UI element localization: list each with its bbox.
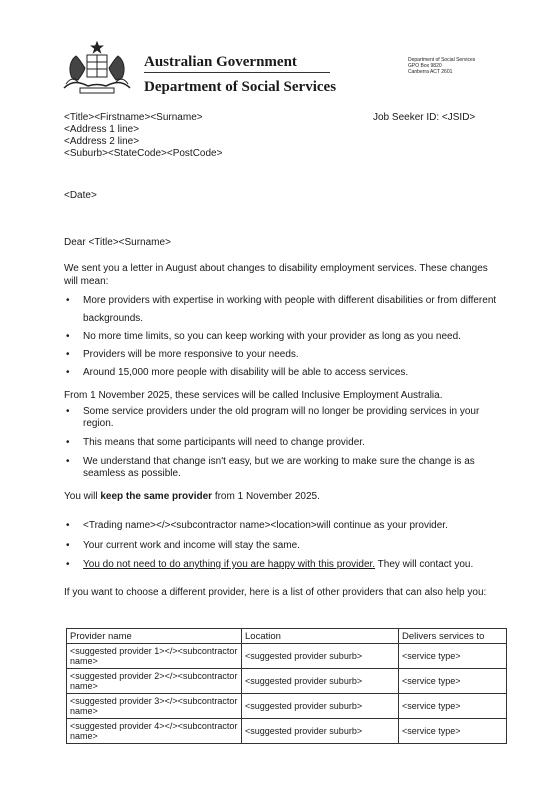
letter-date: <Date> [64,190,97,201]
service-cell: <service type> [399,694,507,719]
list-item: • No more time limits, so you can keep working with your provider as long as you need. [64,328,504,346]
service-cell: <service type> [399,669,507,694]
provider-name-cell: <suggested provider 1></><subcontractor name> [67,644,242,669]
column-header: Provider name [67,629,242,644]
intro-paragraph: We sent you a letter in August about changes to disability employment services. These changes will mean: [64,263,488,287]
location-cell: <suggested provider suburb> [242,669,399,694]
keep-provider-prefix: You will [64,491,101,502]
provider-name-cell: <suggested provider 2></><subcontractor name> [67,669,242,694]
service-cell: <service type> [399,719,507,744]
provider-name-cell: <suggested provider 3></><subcontractor name> [67,694,242,719]
keep-provider-paragraph [64,490,504,503]
column-header: Location [242,629,399,644]
list-item: • Some service providers under the old program will no longer be providing services in your region. [64,406,504,430]
choose-provider-paragraph: If you want to choose a different provider, here is a list of other providers that can also help you: [64,587,487,598]
address-line-2: <Address 2 line> [64,136,140,147]
recipient-address [64,112,222,160]
column-header: Delivers services to [399,629,507,644]
table-row [67,694,507,719]
notes-list [64,406,504,480]
no-action-underlined: You do not need to do anything if you are happy with this provider. [83,559,376,570]
department-address [408,57,475,75]
list-item [64,555,504,575]
changes-list [64,292,504,382]
table-row [67,669,507,694]
government-title: Australian Government [144,54,297,70]
greeting: Dear <Title><Surname> [64,237,171,248]
list-item: • Providers will be more responsive to your needs. [64,346,504,364]
department-title: Department of Social Services [144,79,337,95]
list-item: • We understand that change isn't easy, but we are working to make sure the change is as seamless as possible. [64,456,504,480]
list-item: • More providers with expertise in working with people with different disabilities or from different backgrounds. [64,292,504,328]
suburb-line: <Suburb><StateCode><PostCode> [64,148,223,159]
list-item: • Around 15,000 more people with disability will be able to access services. [64,364,504,382]
no-action-rest: They will contact you. [375,559,474,570]
list-item: • <Trading name></><subcontractor name><location>will continue as your provider. [64,516,504,536]
location-cell: <suggested provider suburb> [242,694,399,719]
list-item: • This means that some participants will need to change provider. [64,437,504,449]
table-row [67,644,507,669]
address-line-1: <Address 1 line> [64,124,140,135]
rename-paragraph: From 1 November 2025, these services will be called Inclusive Employment Australia. [64,390,443,401]
keep-provider-emphasis: keep the same provider [100,491,213,502]
dept-address-line: Canberra ACT 2601 [408,69,453,75]
location-cell: <suggested provider suburb> [242,644,399,669]
coat-of-arms-logo [60,40,134,96]
recipient-name: <Title><Firstname><Surname> [64,112,203,123]
dept-address-line: GPO Box 9820 [408,63,442,69]
header-divider [144,72,330,73]
providers-table [66,628,507,744]
service-cell: <service type> [399,644,507,669]
keep-provider-suffix: from 1 November 2025. [212,491,320,502]
dept-address-line: Department of Social Services [408,57,476,63]
provider-name-cell: <suggested provider 4></><subcontractor name> [67,719,242,744]
job-seeker-id: Job Seeker ID: <JSID> [373,112,476,123]
table-row [67,719,507,744]
location-cell: <suggested provider suburb> [242,719,399,744]
list-item: • Your current work and income will stay the same. [64,536,504,556]
keep-provider-list [64,516,504,575]
table-header-row [67,629,507,644]
